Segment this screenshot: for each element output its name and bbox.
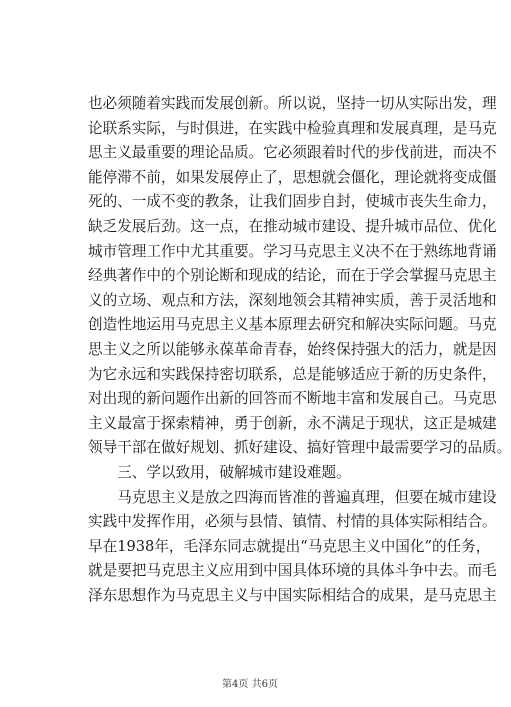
text-line: 主义最富于探索精神，勇于创新，永不满足于现状，这正是城建 (88, 414, 497, 432)
text-line: 领导干部在做好规划、抓好建设、搞好管理中最需要学习的品质。 (88, 439, 511, 457)
text-line: 马克思主义是放之四海而皆准的普遍真理，但要在城市建设 (88, 488, 497, 506)
text-line: 为它永远和实践保持密切联系，总是能够适应于新的历史条件， (88, 365, 497, 383)
text-line: 思主义最重要的理论品质。它必须跟着时代的步伐前进，而决不 (88, 144, 497, 162)
text-line: 也必须随着实践而发展创新。所以说，坚持一切从实际出发，理 (88, 95, 497, 112)
text-line: 能停滞不前，如果发展停止了，思想就会僵化，理论就将变成僵 (88, 168, 497, 186)
text-line: 实践中发挥作用，必须与县情、镇情、村情的具体实际相结合。 (88, 513, 497, 531)
text-line: 创造性地运用马克思主义基本原理去研究和解决实际问题。马克 (88, 316, 497, 334)
page-number-footer: 第4页 共6页 (222, 679, 278, 690)
text-line: 死的、一成不变的教条，让我们固步自封，使城市丧失生命力， (88, 193, 497, 211)
text-line: 缺乏发展后劲。这一点，在推动城市建设、提升城市品位、优化 (88, 217, 497, 235)
section-heading: 三、学以致用，破解城市建设难题。 (88, 463, 351, 481)
text-line: 泽东思想作为马克思主义与中国实际相结合的成果，是马克思主 (88, 586, 497, 604)
text-line: 论联系实际，与时俱进，在实践中检验真理和发展真理，是马克 (88, 119, 497, 137)
body-text (88, 92, 511, 608)
text-line: 对出现的新问题作出新的回答而不断地丰富和发展自己。马克思 (88, 390, 497, 408)
text-line: 经典著作中的个别论断和现成的结论，而在于学会掌握马克思主 (88, 267, 497, 285)
text-line: 义的立场、观点和方法，深刻地领会其精神实质，善于灵活地和 (88, 291, 497, 309)
text-line: 就是要把马克思主义应用到中国具体环境的具体斗争中去。而毛 (88, 562, 497, 580)
text-line: 思主义之所以能够永葆革命青春，始终保持强大的活力，就是因 (88, 340, 497, 358)
text-line: 城市管理工作中尤其重要。学习马克思主义决不在于熟练地背诵 (88, 242, 497, 260)
text-line: 早在1938年，毛泽东同志就提出“马克思主义中国化”的任务， (88, 537, 491, 555)
